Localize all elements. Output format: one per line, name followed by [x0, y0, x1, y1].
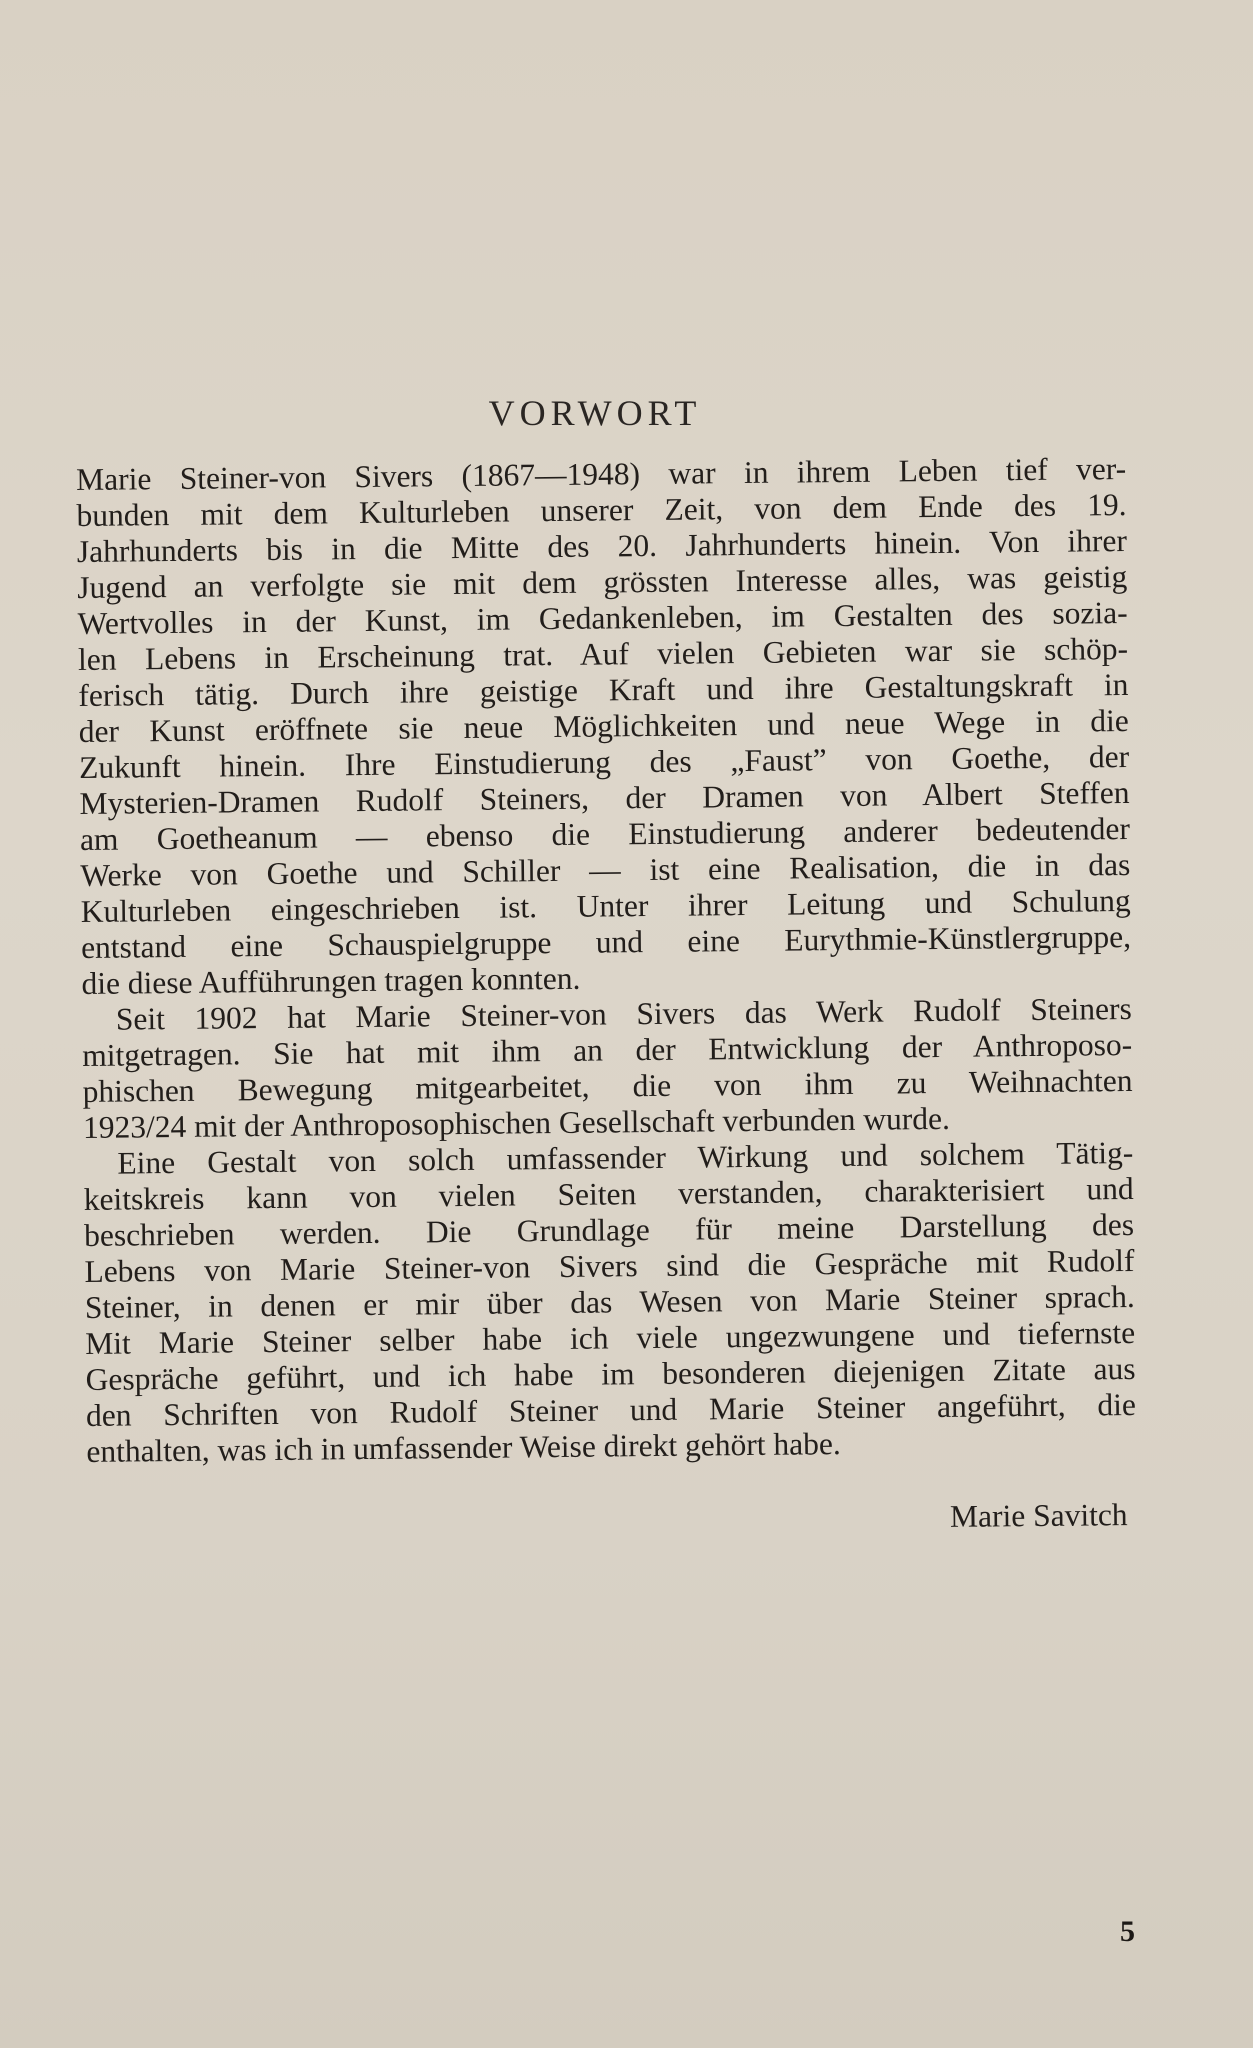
- text-line: Kulturleben eingeschrieben ist. Unter ihrer Leitung und Schulung: [80, 882, 1131, 929]
- paragraph-2: [82, 991, 1133, 1146]
- text-line: Seit 1902 hat Marie Steiner-von Sivers das Werk Rudolf Steiners: [115, 990, 1132, 1037]
- text-line: Lebens von Marie Steiner-von Sivers sind die Gespräche mit Rudolf: [84, 1242, 1135, 1289]
- text-line: die diese Aufführungen tragen konnten.: [81, 960, 581, 1001]
- text-line: keitskreis kann von vielen Seiten verstanden, charakterisiert und: [83, 1170, 1134, 1217]
- text-line: Jahrhunderts bis in die Mitte des 20. Jahrhunderts hinein. Von ihrer: [76, 523, 1128, 569]
- author-signature: Marie Savitch: [950, 1497, 1129, 1534]
- text-line: den Schriften von Rudolf Steiner und Marie Steiner angeführt, die: [85, 1386, 1137, 1433]
- text-line: Steiner, in denen er mir über das Wesen von Marie Steiner sprach.: [84, 1278, 1135, 1325]
- text-line: len Lebens in Erscheinung trat. Auf vielen Gebieten war sie schöp-: [77, 630, 1129, 677]
- text-line: am Goetheanum — ebenso die Einstudierung anderer bedeutender: [79, 810, 1131, 857]
- text-line: phischen Bewegung mitgearbeitet, die von ihm zu Weihnachten: [82, 1062, 1133, 1109]
- text-line: Mysterien-Dramen Rudolf Steiners, der Dramen von Albert Steffen: [79, 774, 1130, 821]
- text-line: Werke von Goethe und Schiller — ist eine Realisation, die in das: [80, 846, 1131, 893]
- paragraph-3: [83, 1135, 1136, 1470]
- text-line: beschrieben werden. Die Grundlage für meine Darstellung des: [83, 1206, 1135, 1253]
- text-line: Eine Gestalt von solch umfassender Wirkung und solchem Tätig-: [117, 1134, 1134, 1181]
- text-line: mitgetragen. Sie hat mit ihm an der Entwicklung der Anthroposo-: [82, 1026, 1133, 1073]
- text-line: Marie Steiner-von Sivers (1867—1948) war in ihrem Leben tief ver-: [76, 451, 1127, 497]
- text-line: der Kunst eröffnete sie neue Möglichkeiten und neue Wege in die: [78, 702, 1129, 749]
- text-line: Zukunft hinein. Ihre Einstudierung des „Faust” von Goethe, der: [79, 738, 1130, 785]
- text-line: Gespräche geführt, und ich habe im besonderen diejenigen Zitate aus: [85, 1350, 1136, 1397]
- text-line: Wertvolles in der Kunst, im Gedankenleben, im Gestalten des sozia-: [77, 594, 1128, 641]
- page-number: 5: [1120, 1915, 1135, 1948]
- text-line: entstand eine Schauspielgruppe und eine Eurythmie-Künstlergruppe,: [80, 918, 1132, 965]
- preface-body: [76, 451, 1136, 1470]
- text-line: enthalten, was ich in umfassender Weise direkt gehört habe.: [86, 1426, 841, 1469]
- paragraph-1: [76, 451, 1132, 1002]
- text-line: Mit Marie Steiner selber habe ich viele ungezwungene und tiefernste: [85, 1314, 1136, 1361]
- text-line: ferisch tätig. Durch ihre geistige Kraft und ihre Gestaltungskraft in: [78, 666, 1129, 713]
- page-title: VORWORT: [488, 393, 702, 433]
- text-line: 1923/24 mit der Anthroposophischen Gesellschaft verbunden wurde.: [82, 1100, 951, 1145]
- text-line: bunden mit dem Kulturleben unserer Zeit, von dem Ende des 19.: [76, 487, 1127, 533]
- text-line: Jugend an verfolgte sie mit dem grössten Interesse alles, was geistig: [77, 558, 1128, 605]
